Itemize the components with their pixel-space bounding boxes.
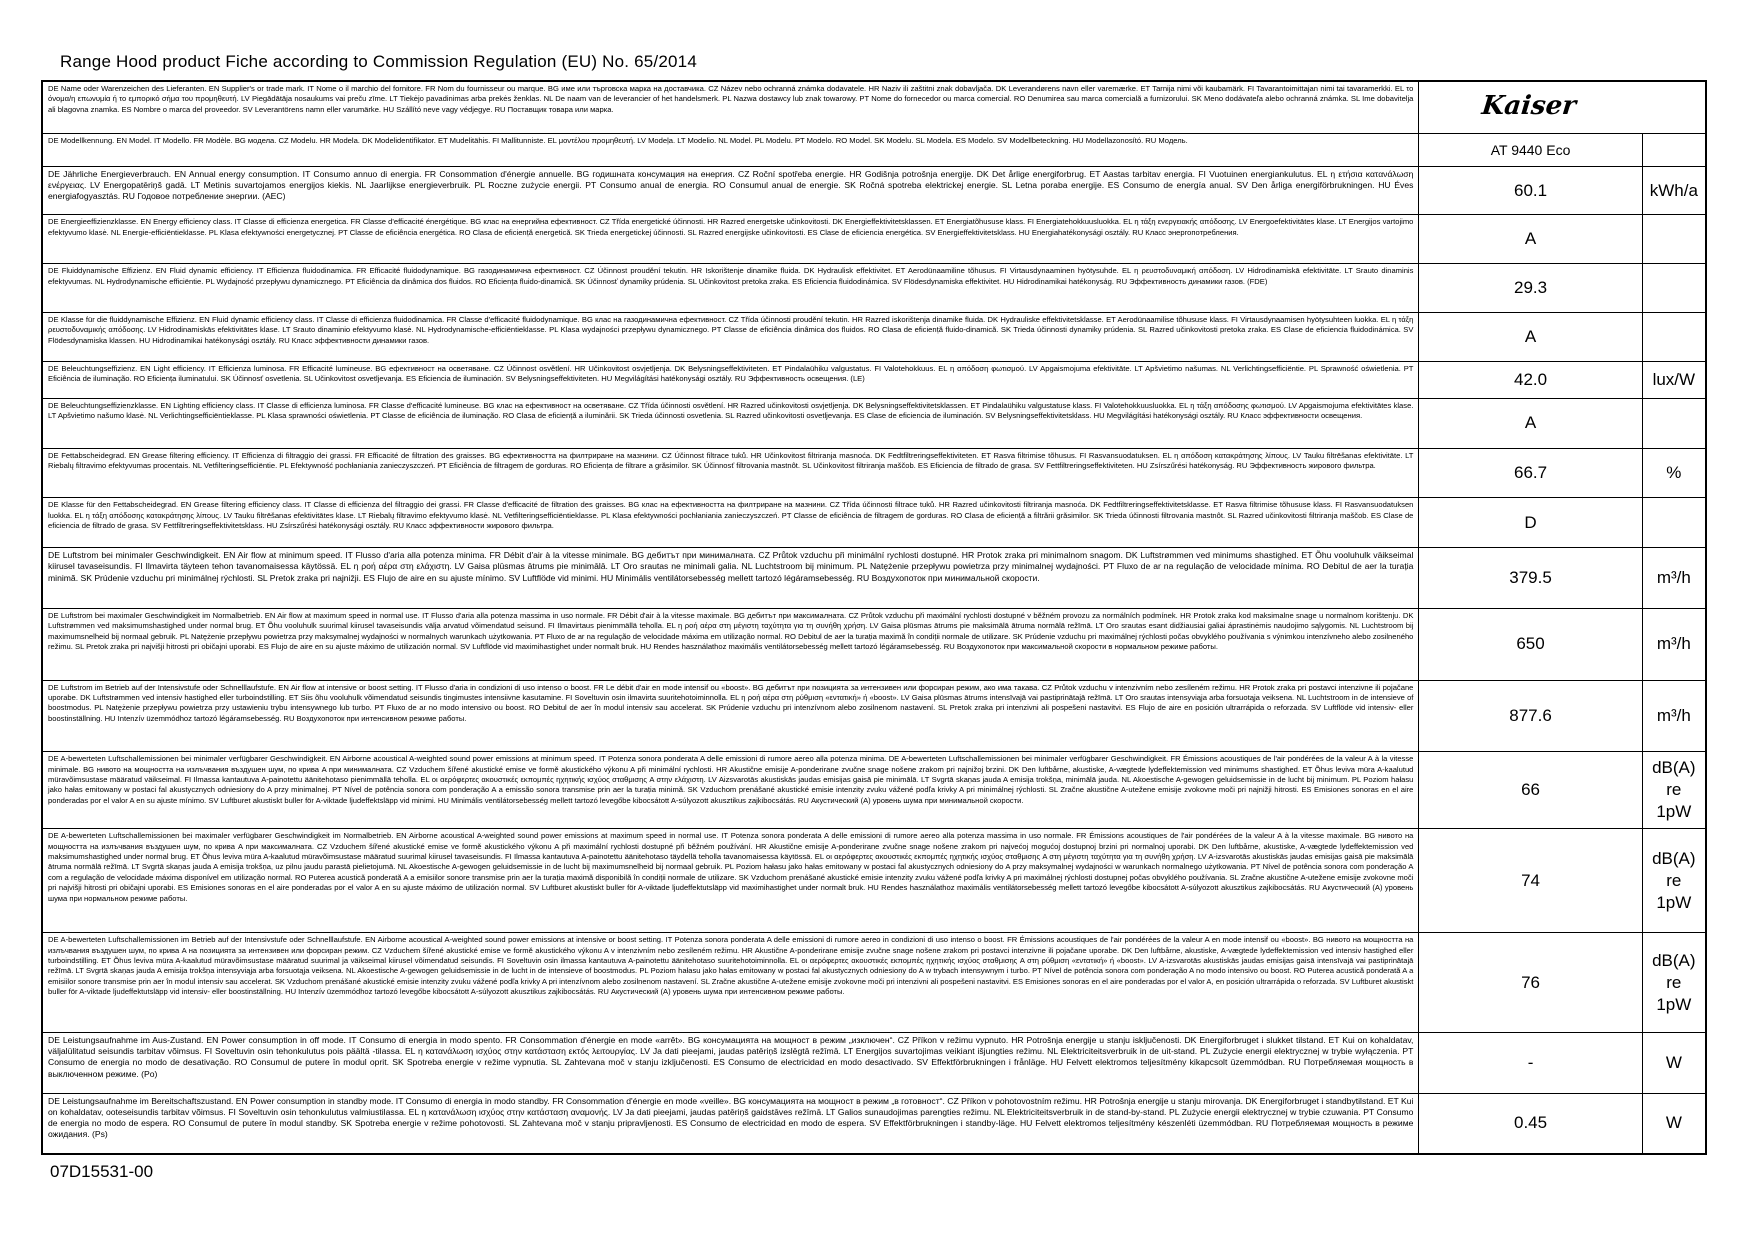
row-label: DE Beleuchtungseffizienz. EN Light efficiency. IT Efficienza luminosa. FR Efficacité lumineuse. BG ефективност на осветяване. CZ Účinnost osvětlení. HR Učinkovitost osvjetljenja. DK Belysningseffektiviteten. ET Pindalaühiku valgustatus. FI Valotehokkuus. EL η απόδοση φωτισμού. LV Apgaismojuma efektivitāte. LT Apšvietimo našumas. NL Verlichtingsefficiëntie. PL Sprawność oświetlenia. PT Eficiência de iluminação. RO Eficiența iluminatului. SK Účinnosť osvetlenia. SL Učinkovitost osvetljevanja. ES Eficiencia de iluminación. SV Belysningseffektiviteten. HU Megvilágítási hatékonysági osztály. RU Эффективность освещения. (LE) <box>42 361 1419 398</box>
row-value: 60.1 <box>1419 166 1642 215</box>
row-unit <box>1642 498 1706 548</box>
row-unit <box>1642 134 1706 167</box>
brand-cell <box>1419 81 1642 134</box>
row-value: 66.7 <box>1419 448 1642 498</box>
row-unit: dB(A) re 1pW <box>1642 933 1706 1033</box>
table-row-fluid-dynamic-efficiency <box>42 264 1706 313</box>
row-value: A <box>1419 313 1642 362</box>
row-value: A <box>1419 215 1642 264</box>
table-row-power-standby <box>42 1093 1706 1154</box>
row-unit: W <box>1642 1093 1706 1154</box>
table-row-airflow-max <box>42 609 1706 681</box>
row-label: DE Fettabscheidegrad. EN Grease filtering efficiency. IT Efficienza di filtraggio dei grassi. FR Efficacité de filtration des graisses. BG ефективността на филтриране на мазнини. CZ Účinnost filtrace tuků. HR Učinkovitost filtriranja masnoća. DK Fedtfiltreringseffektiviteten. ET Rasva filtrimise tõhusus. FI Rasvansuodatuksen. EL η απόδοση κατακράτησης λίπους. LV Tauku filtrēšanas efektivitāte. LT Riebalų filtravimo efektyvumas procentais. NL Vetfilteringsefficiëntie. PL Efektywność pochłaniania zanieczyszczeń. PT Eficiência de filtragem de gorduras. RO Eficiența de filtrare a grăsimilor. SK Účinnosť filtrovania mastnôt. SL Učinkovitost filtriranja maščob. ES Eficiencia de filtrado de grasa. SV Fettfiltreringseffektiviteten. HU Zsírszűrési hatékonyság. RU Эффективность жирового фильтра. <box>42 448 1419 498</box>
table-row-grease-class <box>42 498 1706 548</box>
row-unit <box>1642 264 1706 313</box>
table-row-power-off <box>42 1032 1706 1093</box>
table-row-airflow-min <box>42 548 1706 609</box>
row-label: DE Energieeffizienzklasse. EN Energy efficiency class. IT Classe di efficienza energetica. FR Classe d'efficacité énergétique. BG клас на енергийна ефективност. CZ Třída energetické účinnosti. HR Razred energetske učinkovitosti. DK Energieffektivitetsklassen. ET Energiatõhususe klass. FI Energiatehokkuusluokka. EL η τάξη ενεργειακής απόδοσης. LV Energoefektivitātes klase. LT Energijos vartojimo efektyvumo klasė. NL Energie-efficiëntieklasse. PL Klasa efektywności energetycznej. PT Classe de eficiência energética. RO Clasa de eficiență energetică. SK Trieda energetickej účinnosti. SL Razred energijske učinkovitosti. ES Clase de eficiencia energética. SV Energieffektivitetsklass. HU Energiahatékonysági osztály. RU Класс энергопотребления. <box>42 215 1419 264</box>
row-label: DE A-bewerteten Luftschallemissionen im Betrieb auf der Intensivstufe oder Schnelllaufstufe. EN Airborne acoustical A-weighted sound power emissions at intensive or boost setting. IT Potenza sonora ponderata A delle emissioni di rumore aereo in condizioni di uso intenso o boost. FR Émissions acoustiques de l'air pondérées de la valeur A en mode intensif ou «boost». BG нивото на мощността на излъчвания въздушен шум, по крива A на позицията за интензивен или форсиран режим. CZ Vzduchem šířené akustické emise ve formě akustického výkonu A v intenzivním nebo zesíleném režimu. HR Akustične A-ponderirane emisije zvučne snage nošene zrakom pri postavci intenzivne ili pojačane uporabe. DK Den luftbårne, akustiske, A-vægtede lydeffektemission ved intensiv hastighed eller turboindstilling. ET Õhus leviva müra A-kaalutud müravõimsustase määratud suurimal ja väikseimal kiirusel võimendatud seisundis. FI Soveltuvin osin ilmassa kantautuva A-painotettu äänitehotaso suuritehotoiminnolla. EL οι αερόφερτες ακουστικές εκπομπές ηχητικής ισχύος σταθμισης A στη ρύθμιση «εντατική» ή «boost». LV A-izsvarotās akustiskās jaudas emisijas gaisā intensīvajā vai pastiprinātajā režīmā. LT Svgrtā skaņas jauda A emisija trokšņa intensyviąja arba forsuotąja veiksena. NL Akoestische A-gewogen geluidsemissie in de lucht in de intensieve of boostmodus. PL Poziom hałasu jako hałas emitowany w postaci fal akustycznych odniesiony do A w trybach intensywnym i turbo. PT Nível de potência sonora com ponderação A no modo intensivo ou boost. RO Puterea acustică ponderată A a emisiilor sonore transmise prin aer în modul intensiv sau accelerat. SK Vzduchom prenášané akustické emisie intenzity zvuku vážené podľa krivky A pri intenzívnom alebo zosilnenom nastavení. SL Zračne akustične A-utežene emisije zvokovne moči pri intenzivni ali pospešeni nastavitvi. ES Emisiones sonoras en el aire ponderadas por el valor A, en posición ultrarrápida o reforzada. SV Luftburet akustiskt buller för A-viktade ljudeffektutsläpp vid intensiv- eller boostinställning. HU Intenzív üzemmódhoz tartozó levegőbe kibocsátott A-súlyozott akusztikus zajkibocsátás. RU Акустический (A) уровень шума при интенсивном режиме работы. <box>42 933 1419 1033</box>
row-unit: dB(A) re 1pW <box>1642 829 1706 933</box>
row-unit: m³/h <box>1642 609 1706 681</box>
row-label: DE Leistungsaufnahme im Bereitschaftszustand. EN Power consumption in standby mode. IT Consumo di energia in modo standby. FR Consommation d'énergie en mode «veille». BG консумацията на мощност в режим „в готовност“. CZ Příkon v pohotovostním režimu. HR Potrošnja energije u stanju mirovanja. DK Energiforbruget i standbytilstand. ET Kui on kohaldatav, ooteseisundis tarbitav võimsus. FI Soveltuvin osin tehonkulutus valmiustilassa. EL η κατανάλωση ισχύος στην κατάσταση αναμονής. LV Ja dati pieejami, jaudas patēriņš gaidstāves režīmā. LT Galios sunaudojimas parengties režimu. NL Elektriciteitsverbruik in de stand-by-stand. PL Zużycie energii elektrycznej w trybie czuwania. PT Consumo de energia no modo de espera. RO Consumul de putere în modul standby. SK Spotreba energie v režime pohotovosti. SL Zahtevana moč v stanju pripravljenosti. ES Consumo de electricidad en modo de espera. SV Effektförbrukningen i standby-läge. HU Felvett elektromos teljesítmény készenléti üzemmódban. RU Потребляемая мощность в режиме ожидания. (Ps) <box>42 1093 1419 1154</box>
table-row-noise-min <box>42 752 1706 829</box>
table-row-annual-energy <box>42 166 1706 215</box>
row-value: 379.5 <box>1419 548 1642 609</box>
row-unit: % <box>1642 448 1706 498</box>
table-row-noise-max <box>42 829 1706 933</box>
table-row-grease-efficiency <box>42 448 1706 498</box>
table-row-lighting-class <box>42 398 1706 448</box>
row-label: DE Luftstrom im Betrieb auf der Intensivstufe oder Schnelllaufstufe. EN Air flow at intensive or boost setting. IT Flusso d'aria in condizioni di uso intenso o boost. FR Le débit d'air en mode intensif ou «boost». BG дебитът при позицията за интензивен или форсиран режим, ако има такава. CZ Průtok vzduchu v intenzivním nebo zesíleném režimu. HR Protok zraka pri postavci intenzivne ili pojačane uporabe. DK Luftstrømmen ved intensiv hastighed eller turboindstilling. ET Siis õhu vooluhulk võimendatud seisundis tingimustes intensiivne kasutamine. FI Soveltuvin osin ilmavirta suuritehotoiminnolla. EL η ροή αέρα στη ρύθμιση «εντατική» ή «boost». LV Gaisa plūsmas ātrums intensīvajā vai pastiprinātajā režīmā. LT Oro srautas intensyviąja arba forsuotąja veiksena. NL Luchtstroom in de intensieve of boostmodus. PL Natężenie przepływu powietrza przy ustawieniu trybu intensywnego lub turbo. PT Fluxo de ar no modo intensivo ou boost. RO Debitul de aer în modul intensiv sau accelerat. SK Prúdenie vzduchu pri intenzívnom alebo zosilnenom nastavení. SL Pretok zraka pri intenzivni ali pospešeni nastavitvi. ES Flujo de aire en posición ultrarrápida o reforzada. SV Luftflöde vid intensiv- eller boostinställning. HU Intenzív üzemmódhoz tartozó légáramsebesség. RU Воздухопоток при интенсивном режиме работы. <box>42 680 1419 752</box>
row-label: DE Modellkennung. EN Model. IT Modello. FR Modèle. BG модела. CZ Modelu. HR Modela. DK Modelidentifikator. ET Mudelitähis. FI Mallitunniste. EL μοντέλου προμηθευτή. LV Modeļa. LT Modelio. NL Model. PL Modelu. PT Modelo. RO Model. SK Modelu. SL Modela. ES Modelo. SV Modellbeteckning. HU Modellazonosító. RU Модель. <box>42 134 1419 167</box>
svg-text:Kaiser: Kaiser <box>1480 91 1578 122</box>
row-unit <box>1642 215 1706 264</box>
row-label: DE Jährliche Energieverbrauch. EN Annual energy consumption. IT Consumo annuo di energia. FR Consommation d'énergie annuelle. BG годишната консумация на енергия. CZ Roční spotřeba energie. HR Godišnja potrošnja energije. DK Det årlige energiforbrug. ET Aastas tarbitav energia. FI Vuotuinen energiankulutus. EL η ετήσια κατανάλωση ενέργειας. LV Energopatēriņš gadā. LT Metinis suvartojamos energijos kiekis. NL Jaarlijkse energieverbruik. PL Roczne zużycie energii. PT Consumo anual de energia. RO Consumul anual de energie. SK Ročná spotreba elektrickej energie. SL Letna poraba energije. ES Consumo de energía anual. SV Den årliga energiförbrukningen. HU Éves energiafogyasztás. RU Годовое потребление энергии. (AEC) <box>42 166 1419 215</box>
table-row-airflow-boost <box>42 680 1706 752</box>
row-value: 29.3 <box>1419 264 1642 313</box>
row-unit <box>1642 313 1706 362</box>
row-value: D <box>1419 498 1642 548</box>
row-unit: lux/W <box>1642 361 1706 398</box>
table-row-light-efficiency <box>42 361 1706 398</box>
table-row-energy-class <box>42 215 1706 264</box>
row-value: A <box>1419 398 1642 448</box>
table-row-noise-boost <box>42 933 1706 1033</box>
model-value: AT 9440 Eco <box>1419 134 1642 167</box>
table-row-supplier <box>42 81 1706 134</box>
row-value: 76 <box>1419 933 1642 1033</box>
row-value: 877.6 <box>1419 680 1642 752</box>
row-value: 650 <box>1419 609 1642 681</box>
blank-cell <box>1642 81 1706 134</box>
table-row-fluid-dynamic-class <box>42 313 1706 362</box>
row-label: DE Luftstrom bei maximaler Geschwindigkeit im Normalbetrieb. EN Air flow at maximum speed in normal use. IT Flusso d'aria alla potenza massima in uso normale. FR Débit d'air à la vitesse maximale. BG дебитът при максималната. CZ Průtok vzduchu při maximální rychlosti dostupné v běžném provozu za normálních podmínek. HR Protok zraka kod maksimalne snage u normalnom korištenju. DK Luftstrømmen ved maksimumshastighed under normal brug. ET Õhu vooluhulk suurimal kiirusel tavaseisundis välja arvatud võimendatud seisund. FI Ilmavirtaus pienimmällä teholla. EL η ροή αέρα στη μέγιστη ταχύτητα για τη συνήθη χρήση. LV Gaisa plūsmas ātrums pie maksimālā ātruma normālā režīmā. LT Oro srautas esant didžiausiai galiai áprastinėmis naudojimo sąlygomis. NL Luchtstroom bij maximumsnelheid bij normaal gebruik. PL Natężenie przepływu powietrza przy maksymalnej wydajności w normalnych warunkach użytkowania. PT Fluxo de ar na regulação de velocidade máxima em utilização normal. RO Debitul de aer la turația maximă în condiții normale de utilizare. SK Prúdenie vzduchu pri maximálnej rýchlosti počas obvyklého používania s výnimkou intenzívneho alebo zosilneného režimu. SL Pretok zraka pri najvišji hitrosti pri običajni uporabi. ES Flujo de aire en su ajuste máximo de utilización normal. SV Luftflöde vid maximihastighet under normalt bruk. HU Rendes használathoz maximális ventilátorsebesség mellett tartozó légáramsebesség. RU Воздухопоток при максимальной скорости в нормальном режиме работы. <box>42 609 1419 681</box>
row-label: DE Klasse für den Fettabscheidegrad. EN Grease filtering efficiency class. IT Classe di efficienza del filtraggio dei grassi. FR Classe d'efficacité de filtration des graisses. BG клас на ефективността на филтриране на мазнини. CZ Třída účinnosti filtrace tuků. HR Razred učinkovitosti filtriranja masnoća. DK Fedtfiltreringseffektivitetsklasse. ET Rasva filtrimise tõhususe klass. FI Rasvansuodatuksen luokka. EL η τάξη απόδοσης κατακράτησης λίπους. LV Tauku filtrēšanas efektivitātes klase. LT Riebalų filtravimo efektyvumo klasė. NL Vetfilteringsefficiëntieklasse. PL Klasa efektywności pochłaniania zanieczyszczeń. PT Classe de eficiência de filtragem de gorduras. RO Clasa de eficiență a filtrării grăsimilor. SK Trieda účinnosti filtrovania mastnôt. SL Razred učinkovitosti filtriranja maščob. ES Clase de eficiencia de filtrado de grasa. SV Fettfiltreringseffektivitetsklass. HU Zsírszűrési hatékonysági osztály. RU Класс эффективности жирового фильтра. <box>42 498 1419 548</box>
row-unit: kWh/a <box>1642 166 1706 215</box>
row-unit: dB(A) re 1pW <box>1642 752 1706 829</box>
row-value: 0.45 <box>1419 1093 1642 1154</box>
row-label: DE Fluiddynamische Effizienz. EN Fluid dynamic efficiency. IT Efficienza fluidodinamica. FR Efficacité fluidodynamique. BG газодинамична ефективност. CZ Účinnost proudění tekutin. HR Iskorištenje dinamike fluida. DK Hydraulisk effektivitet. ET Aerodünaamiline tõhusus. FI Virtausdynaaminen hyötysuhde. EL η ρευστοδυναμική απόδοση. LV Hidrodinamiskā efektivitāte. LT Srauto dinaminis efektyvumas. NL Hydrodynamische efficiëntie. PL Wydajność przepływu dynamicznego. PT Eficiência da dinâmica dos fluidos. RO Eficiența fluido-dinamică. SK Účinnosť dynamiky prúdenia. SL Učinkovitost pretoka zraka. ES Eficiencia fluidodinámica. SV Flödesdynamiska effektivitet. HU Hidrodinamikai hatékonyság. RU Эффективность динамики газов. (FDE) <box>42 264 1419 313</box>
row-value: 42.0 <box>1419 361 1642 398</box>
row-unit: m³/h <box>1642 680 1706 752</box>
row-unit: W <box>1642 1032 1706 1093</box>
row-label: DE A-bewerteten Luftschallemissionen bei minimaler verfügbarer Geschwindigkeit. EN Airborne acoustical A-weighted sound power emissions at minimum speed. IT Potenza sonora ponderata A delle emissioni di rumore aereo alla potenza minima. DE A-bewerteten Luftschallemissionen bei minimaler verfügbarer Geschwindigkeit. FR Émissions acoustiques de l'air pondérées de la valeur A à la vitesse minimale. BG нивото на мощността на излъчвания въздушен шум, по крива A при минималната. CZ Vzduchem šířené akustické emise ve formě akustického výkonu A při minimální rychlosti. HR Akustične emisije A-ponderirane zvučne snage nošene zrakom pri najnižoj brzini. DK Den luftbårne, akustiske, A-vægtede lydeffektemission ved minimums shastighed. ET Õhus leviva müra A-kaalutud müravõimsustase määratud väikseimal. FI Ilmassa kantautuva A-painotettu äänitehotaso pienimmällä teholla. EL οι αερόφερτες ακουστικές εκπομπές ηχητικής ισχύος σταθμισης A στην ελάχιστη. LV Aizsvarotās akustiskās jaudas emisijas gaisā pie minimālā. LT Svgrtā skaņas jauda A emisija trokšņa, minimālā jauda. NL Akoestische A-gewogen geluidsemissie in de lucht bij minimum. PL Poziom hałasu jako hałas emitowany w postaci fal akustycznych odniesiony do A przy minimalnej. PT Nível de potência sonora com ponderação A a emissão sonora transmise prin aer la turația minimă. SK Vzduchom prenášané akustické emisie intenzity zvuku vážené podľa krivky A pri minimálnej rýchlosti. SL Zračne akustične A-utežene emisije zvokovne moči pri najnižji hitrosti. ES Emisiones sonoras en el aire ponderadas por el valor A en su ajuste mínimo. SV Luftburet akustiskt buller för A-viktade ljudeffektsläpp vid minimi. HU Minimális ventilátorsebesség mellett tartozó levegőbe kibocsátott A-súlyozott akusztikus zajkibocsátás. RU Акустический (A) уровень шума при минимальной скорости. <box>42 752 1419 829</box>
product-fiche-table <box>41 80 1707 1155</box>
kaiser-logo-icon <box>1461 86 1601 124</box>
document-code: 07D15531-00 <box>50 1162 154 1181</box>
table-row-model <box>42 134 1706 167</box>
row-unit: m³/h <box>1642 548 1706 609</box>
row-label: DE Klasse für die fluiddynamische Effizienz. EN Fluid dynamic efficiency class. IT Classe di efficienza fluidodinamica. FR Classe d'efficacité fluidodynamique. BG клас на газодинамична ефективност. CZ Třída účinnosti proudění tekutin. HR Razred iskorištenja dinamike fluida. DK Hydrauliske effektivitetsklasse. ET Aerodünaamilise tõhususe klass. FI Virtausdynaamisen hyötysuhteen luokka. EL η τάξη ρευστοδυναμικής απόδοσης. LV Hidrodinamiskās efektivitātes klase. LT Srauto dinaminio efektyvumo klasė. NL Hydrodynamische-efficiëntieklasse. PL Klasa wydajności przepływu dynamicznego. PT Classe de eficiência dinâmica dos fluidos. RO Clasa de eficiență fluido-dinamică. SK Trieda účinnosti dynamiky prúdenia. SL Razred učinkovitosti pretoka zraka. ES Clase de eficiencia fluidodinámica. SV Flödesdynamiska klassen. HU Hidrodinamikai hatékonysági osztály. RU Класс эффективности динамики газов. <box>42 313 1419 362</box>
row-label: DE Leistungsaufnahme im Aus-Zustand. EN Power consumption in off mode. IT Consumo di energia in modo spento. FR Consommation d'énergie en mode «arrêt». BG консумацията на мощност в режим „изключен“. CZ Příkon v režimu vypnuto. HR Potrošnja energije u stanju isključenosti. DK Energiforbruget i slukket tilstand. ET Kui on kohaldatav, väljalülitatud seisundis tarbitav võimsus. FI Soveltuvin osin tehonkulutus pois päältä -tilassa. EL η κατανάλωση ισχύος στην κατάσταση εκτός λειτουργίας. LV Ja dati pieejami, jaudas patēriņš izslēgtā režīmā. LT Energijos suvartojimas veikiant išjungties režimu. NL Elektriciteitsverbruik in de uit-stand. PL Zużycie energii elektrycznej w trybie wyłączenia. PT Consumo de energia no modo de desativação. RO Consumul de putere în modul oprit. SK Spotreba energie v režime vypnutia. SL Zahtevana moč v stanju izključenosti. ES Consumo de electricidad en modo desactivado. SV Effektförbrukningen i frånläge. HU Felvett elektromos teljesítmény kikapcsolt üzemmódban. RU Потребляемая мощность в выключенном режиме. (Po) <box>42 1032 1419 1093</box>
row-label: DE A-bewerteten Luftschallemissionen bei maximaler verfügbarer Geschwindigkeit im Normalbetrieb. EN Airborne acoustical A-weighted sound power emissions at maximum speed in normal use. IT Potenza sonora ponderata A delle emissioni di rumore aereo alla potenza massima in uso normale. FR Émissions acoustiques de l'air pondérées de la valeur A à la vitesse maximale. BG нивото на мощността на излъчвания въздушен шум, по крива A при максималната. CZ Vzduchem šířené akustické emise ve formě akustického výkonu A při maximální rychlosti dostupné při běžném používání. HR Akustične emisije A-ponderirane zvučne snage nošene zrakom pri najvećoj mogućoj dostupnoj brzini pri normalnoj uporabi. DK Den luftbårne, akustiske, A-vægtede lydeffektemission ved maksimumshastighed under normal brug. ET Õhus leviva müra A-kaalutud müravõimsustase määratud suurimal kiirusel tavaseisundis. FI Ilmassa kantautuva A-painotettu äänitehotaso täydellä teholla tavanomaisessa käytössä. EL οι αερόφερτες ακουστικές εκπομπές ηχητικής ισχύος σταθμισης A στη μέγιστη ταχύτητα για τη συνήθη χρήση. LV A-izsvarotās akustiskās jaudas emisijas gaisā pie maksimālā ātruma normālā režīmā. LT Svgrtā skaņas jauda A emisija trokšņa, uz pilnu jaudu parastā pielietojumā. NL Akoestische A-gewogen geluidsemissie in de lucht bij maximumsnelheid bij normaal gebruik. PL Poziom hałasu jako hałas emitowany w postaci fal akustycznych odniesiony do A przy maksymalnej wydajności w warunkach normalnego użytkowania. PT Nível de potência sonora com ponderação A com a regulação de velocidade máxima disponível em utilização normal. RO Puterea acustică ponderată A a emisiilor sonore transmise prin aer la turația maximă disponibilă în condiții normale de utilizare. SK Vzduchom prenášané akustické emisie intenzity zvuku vážené podľa krivky A pri maximálnej rýchlosti dostupnej počas obvyklého používania. SL Zračne akustične A-utežene emisije zvokovne moči pri najvišji hitrosti pri običajni uporabi. ES Emisiones sonoras en el aire ponderadas por el valor A en su ajuste máximo de utilización normal. SV Luftburet akustiskt buller för A-viktade ljudeffektutsläpp vid maximihastighet under normalt bruk. HU Rendes használathoz maximális ventilátorsebesség mellett tartozó levegőbe kibocsátott A-súlyozott akusztikus zajkibocsátás. RU Акустический (A) уровень шума при нормальном режиме работы. <box>42 829 1419 933</box>
row-value: 66 <box>1419 752 1642 829</box>
row-label: DE Beleuchtungseffizienzklasse. EN Lighting efficiency class. IT Classe di efficienza luminosa. FR Classe d'efficacité lumineuse. BG клас на ефективност на осветяване. CZ Třída účinnosti osvětlení. HR Razred učinkovitosti osvjetljenja. DK Belysningseffektivitetsklassen. ET Pindalaühiku valgustatuse klass. FI Valotehokkuusluokka. EL η τάξη απόδοσης φωτισμού. LV Apgaismojuma efektivitātes klase. LT Apšvietimo našumo klasė. NL Verlichtingsefficiëntieklasse. PL Klasa sprawności oświetlenia. PT Classe de eficiência de iluminação. RO Clasa de eficiență a iluminării. SK Trieda účinnosti osvetlenia. SL Razred učinkovitosti osvetljevanja. ES Clase de eficiencia de iluminación. SV Belysningseffektivitetsklass. HU Megvilágítási hatékonysági osztály. RU Класс эффективности освещения. <box>42 398 1419 448</box>
row-value: - <box>1419 1032 1642 1093</box>
row-value: 74 <box>1419 829 1642 933</box>
page-title: Range Hood product Fiche according to Commission Regulation (EU) No. 65/2014 <box>60 52 697 71</box>
row-label: DE Name oder Warenzeichen des Lieferanten. EN Supplier's or trade mark. IT Nome o il marchio del fornitore. FR Nom du fournisseur ou marque. BG име или търговска марка на доставчика. CZ Název nebo ochranná známka dodavatele. HR Naziv ili zaštitni znak dobavljača. DK Leverandørens navn eller varemærke. ET Tarnija nimi või kaubamärk. FI Tavarantoimittajan nimi tai tavaramerkki. EL το όνομα/η επωνυμία ή το εμπορικό σήμα του προμηθευτή. LV Piegādātāja nosaukums vai preču zīme. LT Tiekėjo pavadinimas arba prekės ženklas. NL De naam van de leverancier of het handelsmerk. PL Nazwa dostawcy lub znak towarowy. PT Nome do fornecedor ou marca comercial. RO Denumirea sau marca comercială a furnizorului. SK Meno dodávateľa alebo ochranná známka. SL Ime dobavitelja ali blagovna znamka. ES Nombre o marca del proveedor. SV Leverantörens namn eller varumärke. HU Szállító neve vagy védjegye. RU Поставщик товара или марка. <box>42 81 1419 134</box>
row-unit <box>1642 398 1706 448</box>
row-label: DE Luftstrom bei minimaler Geschwindigkeit. EN Air flow at minimum speed. IT Flusso d'aria alla potenza minima. FR Débit d'air à la vitesse minimale. BG дебитът при минималната. CZ Průtok vzduchu při minimální rychlosti dostupné. HR Protok zraka pri minimalnom snagom. DK Luftstrømmen ved minimums shastighed. ET Õhu vooluhulk väikseimal kiirusel tavaseisundis. FI Ilmavirta täyteen tehon tavanomaisessa käytössä. EL η ροή αέρα στη ελάχιστη. LV Gaisa plūsmas ātrums pie minimālā. LT Oro srautas ne minimali galia. NL Luchtstroom bij minimum. PL Natężenie przepływu powietrza przy minimalnej wydajności. PT Fluxo de ar na regulação de velocidade mínima. RO Debitul de aer la turația minimă. SK Prúdenie vzduchu pri minimálnej rýchlosti. SL Pretok zraka pri najnižji. ES Flujo de aire en su ajuste mínimo. SV Luftflöde vid minimi. HU Minimális ventilátorsebesség mellett tartozó légáramsebesség. RU Воздухопоток при минимальной скорости. <box>42 548 1419 609</box>
